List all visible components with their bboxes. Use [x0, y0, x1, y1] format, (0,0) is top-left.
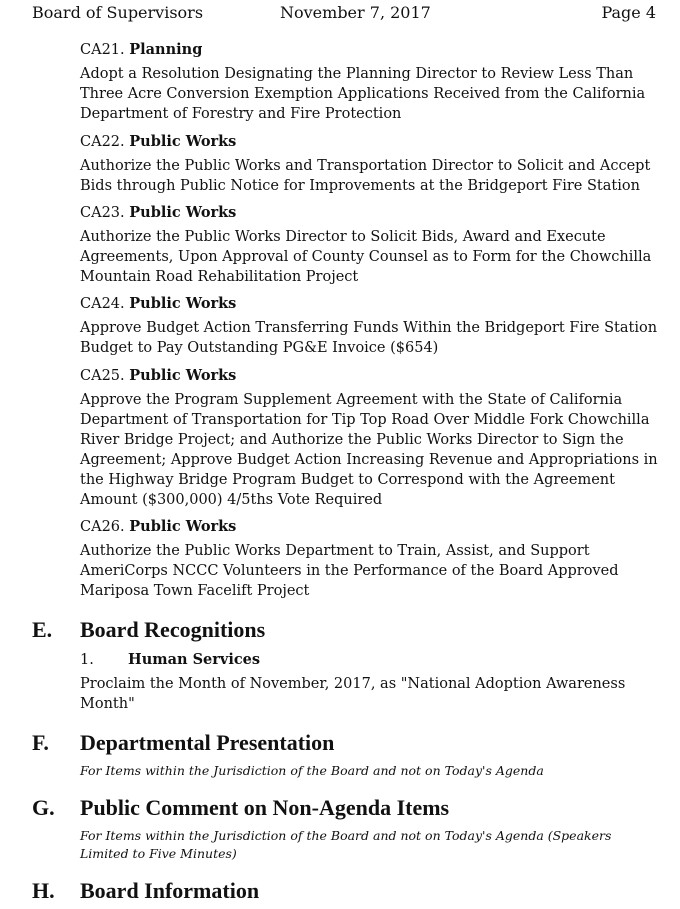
agenda-item-ca26 [80, 517, 660, 601]
item-code: CA23. [80, 205, 125, 221]
item-description: Authorize the Public Works Director to Solicit Bids, Award and Execute Agreements, Upon Approval of County Counsel as to Form for the Chowchilla Mountain Road Rehabilitation Project [80, 229, 652, 285]
item-department: Public Works [129, 295, 237, 312]
section-letter: F. [32, 730, 49, 755]
recognition-number: 1. [80, 652, 94, 668]
item-code: CA24. [80, 296, 125, 312]
header-page-number: Page 4 [601, 3, 656, 22]
item-department: Public Works [129, 204, 237, 221]
section-note: For Items within the Jurisdiction of the Board and not on Today's Agenda (Speakers Limited to Five Minutes) [80, 828, 612, 861]
section-title: Public Comment on Non-Agenda Items [80, 795, 450, 820]
section-departmental-presentation [32, 728, 662, 780]
recognition-description: Proclaim the Month of November, 2017, as "National Adoption Awareness Month" [80, 676, 626, 712]
header-board-name: Board of Supervisors [32, 3, 204, 22]
header-date: November 7, 2017 [280, 3, 431, 22]
section-letter: E. [32, 617, 53, 642]
page-header [32, 3, 656, 23]
agenda-item-ca24 [80, 294, 660, 358]
item-department: Public Works [129, 133, 237, 150]
section-note: For Items within the Jurisdiction of the Board and not on Today's Agenda [80, 763, 544, 778]
section-board-recognitions [32, 615, 662, 645]
section-title: Departmental Presentation [80, 730, 335, 755]
item-description: Authorize the Public Works and Transportation Director to Solicit and Accept Bids through Public Notice for Improvements at the Bridgeport Fire Station [80, 158, 651, 194]
section-letter: G. [32, 795, 55, 820]
item-description: Authorize the Public Works Department to Train, Assist, and Support AmeriCorps NCCC Volunteers in the Performance of the Board Approved Mariposa Town Facelift Project [80, 543, 619, 599]
agenda-item-ca23 [80, 203, 660, 287]
item-department: Public Works [129, 518, 237, 535]
section-title: Board Information [80, 878, 260, 903]
recognition-department: Human Services [128, 651, 261, 668]
recognition-item [80, 650, 660, 714]
agenda-item-ca21 [80, 40, 660, 124]
item-description: Adopt a Resolution Designating the Planning Director to Review Less Than Three Acre Conversion Exemption Applications Received from the California Department of Forestry and Fire Protection [80, 66, 646, 122]
item-description: Approve Budget Action Transferring Funds Within the Bridgeport Fire Station Budget to Pay Outstanding PG&E Invoice ($654) [80, 320, 658, 356]
section-letter: H. [32, 878, 55, 903]
item-description: Approve the Program Supplement Agreement with the State of California Department of Transportation for Tip Top Road Over Middle Fork Chowchilla River Bridge Project; and Authorize the Public Works Director to Sign the Agreement; Approve Budget Action Increasing Revenue and Appropriations in the Highway Bridge Program Budget to Correspond with the Agreement Amount ($300,000) 4/5ths Vote Required [80, 392, 658, 508]
agenda-item-ca22 [80, 132, 660, 196]
item-code: CA26. [80, 519, 125, 535]
item-code: CA21. [80, 42, 125, 58]
agenda-item-ca25 [80, 366, 660, 510]
section-board-information [32, 876, 662, 906]
item-code: CA22. [80, 134, 125, 150]
section-title: Board Recognitions [80, 617, 266, 642]
section-public-comment [32, 793, 662, 863]
item-code: CA25. [80, 368, 125, 384]
item-department: Planning [129, 41, 203, 58]
item-department: Public Works [129, 367, 237, 384]
